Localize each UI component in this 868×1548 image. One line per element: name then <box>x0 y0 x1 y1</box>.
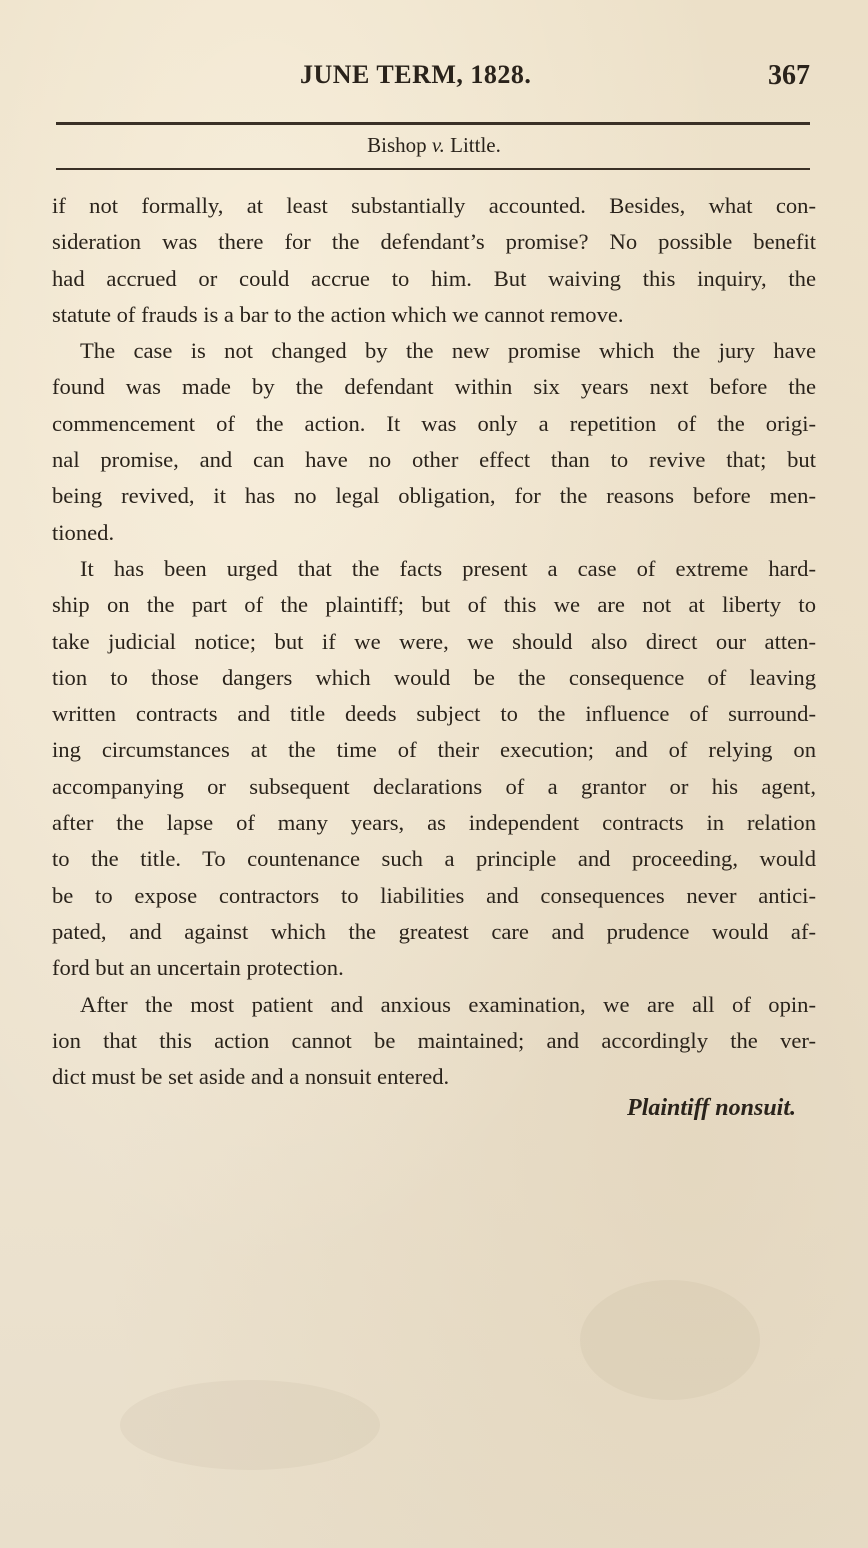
header-rule-top <box>56 122 810 125</box>
text-line: The case is not changed by the new promise which the jury have <box>80 338 816 364</box>
text-line: to the title. To countenance such a principle and proceeding, would <box>52 846 816 872</box>
paper-stain <box>120 1380 380 1470</box>
text-line: nal promise, and can have no other effect than to revive that; but <box>52 447 816 473</box>
text-line: It has been urged that the facts present a case of extreme hard- <box>80 555 816 581</box>
text-line: pated, and against which the greatest care and prudence would af- <box>52 918 816 944</box>
text-line: take judicial notice; but if we were, we should also direct our atten- <box>52 628 816 654</box>
header-rule-bottom <box>56 168 810 170</box>
text-line: tion to those dangers which would be the consequence of leaving <box>52 664 816 690</box>
text-line: commencement of the action. It was only a repetition of the origi- <box>52 410 816 436</box>
text-line: dict must be set aside and a nonsuit entered. <box>52 1064 450 1090</box>
text-line: After the most patient and anxious examination, we are all of opin- <box>80 991 816 1017</box>
text-line: ship on the part of the plaintiff; but of this we are not at liberty to <box>52 592 816 618</box>
text-line: ion that this action cannot be maintained; and accordingly the ver- <box>52 1027 816 1053</box>
text-line: after the lapse of many years, as independent contracts in relation <box>52 810 816 836</box>
text-line: sideration was there for the defendant’s promise? No possible benefit <box>52 229 816 255</box>
case-title <box>0 133 868 158</box>
paper-stain <box>580 1280 760 1400</box>
judgment-signoff: Plaintiff nonsuit. <box>627 1095 796 1121</box>
text-line: written contracts and title deeds subject to the influence of surround- <box>52 701 816 727</box>
opinion-text <box>52 188 816 1095</box>
text-line: had accrued or could accrue to him. But waiving this inquiry, the <box>52 265 816 291</box>
case-title-defendant: Little. <box>444 133 501 157</box>
text-line: if not formally, at least substantially accounted. Besides, what con- <box>52 193 816 218</box>
text-line: be to expose contractors to liabilities and consequences never antici- <box>52 882 816 908</box>
text-line: ford but an uncertain protection. <box>52 955 344 981</box>
text-line: accompanying or subsequent declarations of a grantor or his agent, <box>52 773 816 799</box>
case-title-plaintiff: Bishop <box>367 133 432 157</box>
case-title-versus: v. <box>431 133 445 157</box>
text-line: found was made by the defendant within six years next before the <box>52 374 816 400</box>
text-line: statute of frauds is a bar to the action which we cannot remove. <box>52 301 624 327</box>
text-line: tioned. <box>52 519 115 545</box>
text-line: ing circumstances at the time of their execution; and of relying on <box>52 737 816 763</box>
running-head: JUNE TERM, 1828. <box>300 60 532 89</box>
page-number: 367 <box>768 60 810 91</box>
text-line: being revived, it has no legal obligation, for the reasons before men- <box>52 483 816 509</box>
